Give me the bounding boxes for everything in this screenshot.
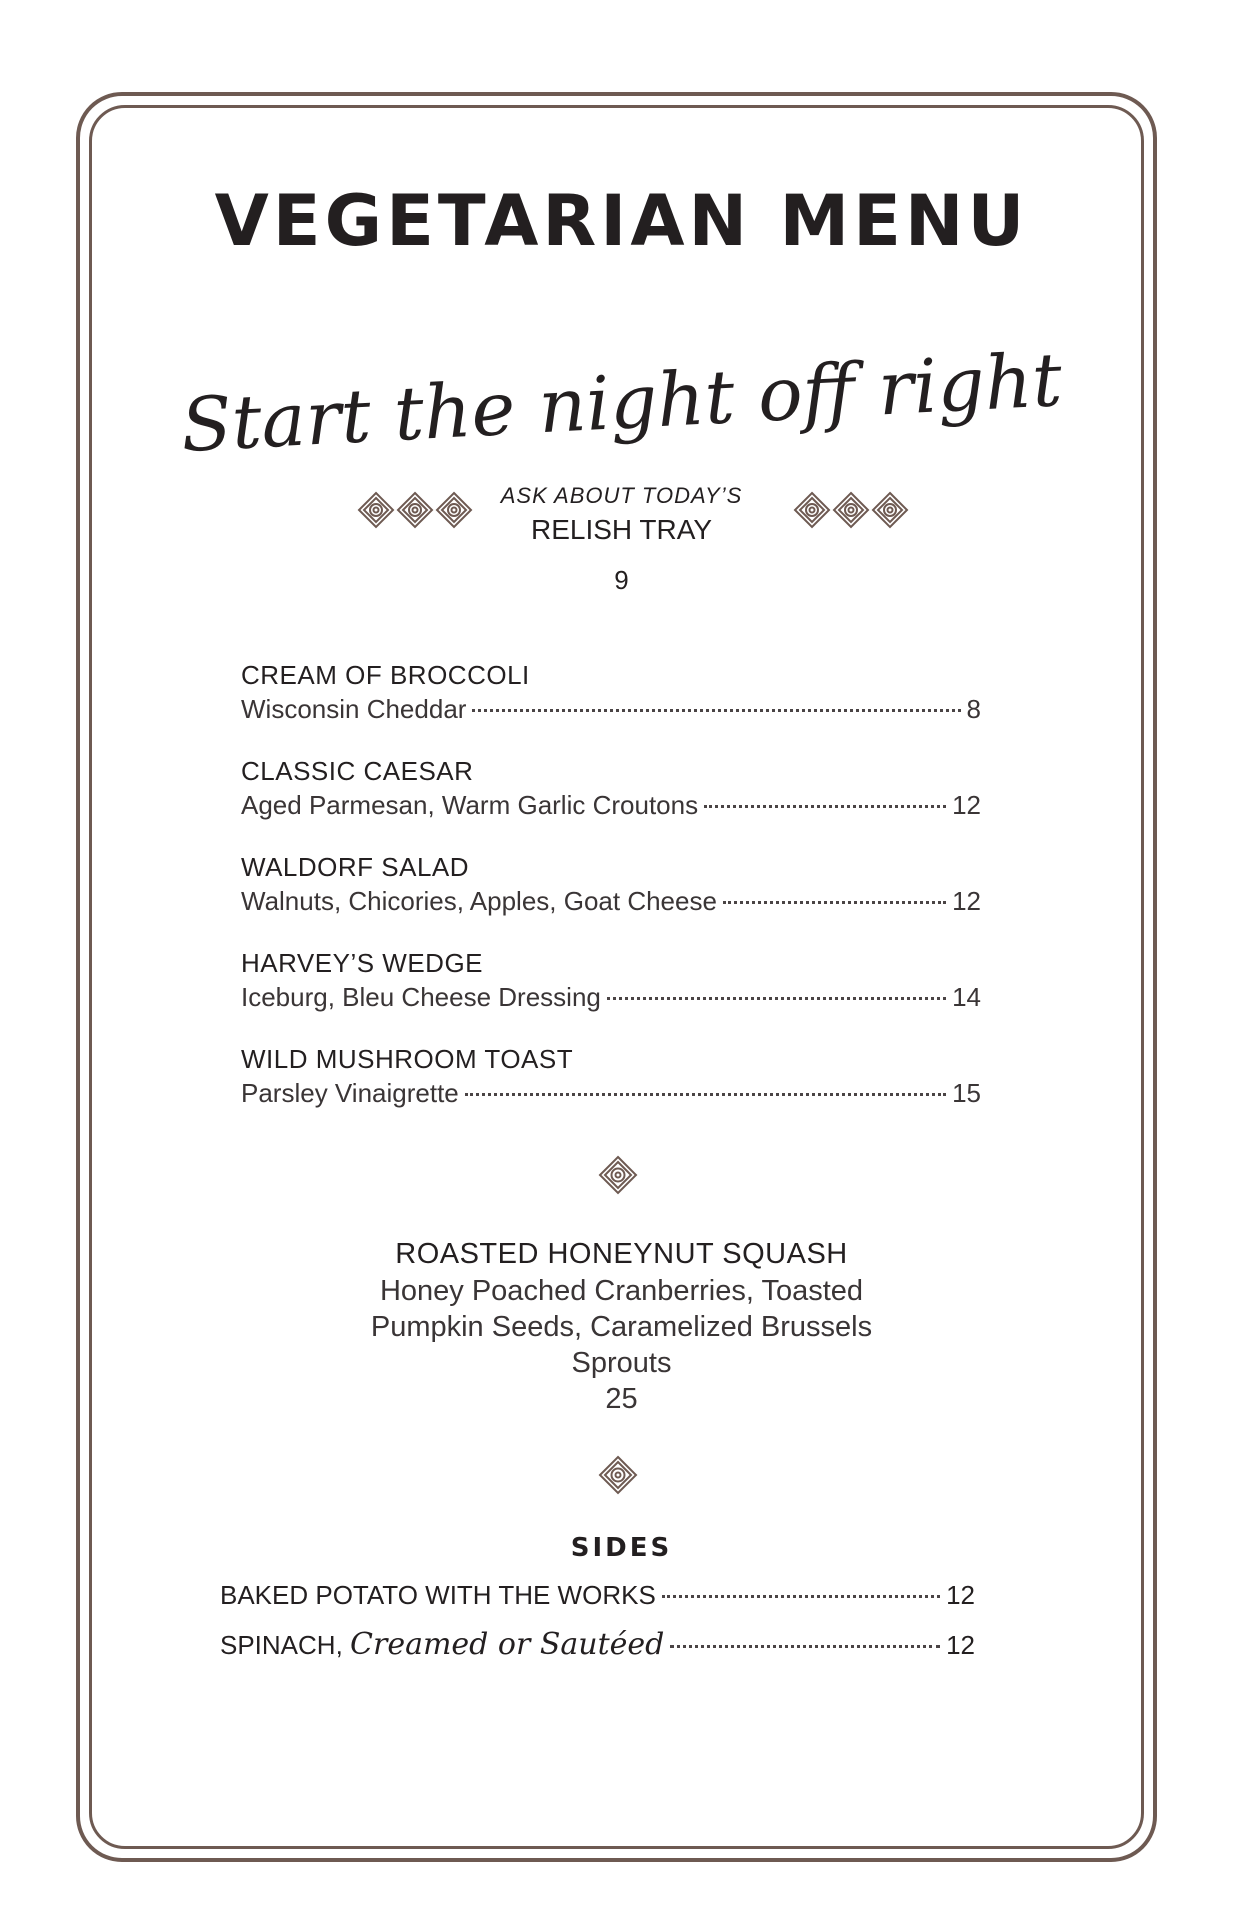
menu-title: VEGETARIAN MENU xyxy=(214,180,1029,262)
menu-item-price: 15 xyxy=(952,1078,981,1108)
feature-dish-name: ROASTED HONEYNUT SQUASH xyxy=(395,1238,848,1270)
menu-item-description: Walnuts, Chicories, Apples, Goat Cheese xyxy=(241,886,717,916)
menu-item-description: Aged Parmesan, Warm Garlic Croutons xyxy=(241,790,699,820)
side-item-name: SPINACH, xyxy=(220,1630,343,1660)
sides-heading: SIDES xyxy=(570,1533,673,1563)
feature-dish-price: 25 xyxy=(605,1383,638,1415)
dot-leader xyxy=(723,901,946,904)
menu-item xyxy=(241,946,981,1014)
menu-item-name: WALDORF SALAD xyxy=(241,852,470,882)
dot-leader xyxy=(670,1645,940,1648)
side-item xyxy=(220,1628,975,1662)
diamond-divider-icon xyxy=(598,1455,638,1495)
feature-dish-description-line: Honey Poached Cranberries, Toasted xyxy=(379,1275,864,1307)
feature-dish-description-line: Sprouts xyxy=(571,1347,672,1379)
dot-leader xyxy=(704,805,946,808)
relish-ask-label: ASK ABOUT TODAY’S xyxy=(500,483,743,508)
menu-item-name: CLASSIC CAESAR xyxy=(241,756,474,786)
menu-item-description: Iceburg, Bleu Cheese Dressing xyxy=(241,982,601,1012)
menu-item-name: CREAM OF BROCCOLI xyxy=(241,660,530,690)
dot-leader xyxy=(662,1595,940,1598)
side-item xyxy=(220,1578,975,1612)
menu-item xyxy=(241,658,981,726)
starter-items-list xyxy=(241,658,981,1138)
menu-item xyxy=(241,1042,981,1110)
dot-leader xyxy=(472,709,960,712)
relish-tray-name: RELISH TRAY xyxy=(530,514,712,545)
side-item-name: BAKED POTATO WITH THE WORKS xyxy=(220,1580,656,1610)
menu-item-price: 14 xyxy=(952,982,981,1012)
dot-leader xyxy=(465,1093,946,1096)
menu-item-name: HARVEY’S WEDGE xyxy=(241,948,484,978)
feature-dish-description-line: Pumpkin Seeds, Caramelized Brussels xyxy=(370,1311,873,1343)
menu-item xyxy=(241,754,981,822)
sides-list xyxy=(220,1578,975,1678)
menu-item-price: 12 xyxy=(952,790,981,820)
menu-item xyxy=(241,850,981,918)
menu-item-price: 12 xyxy=(952,886,981,916)
feature-dish xyxy=(320,1235,923,1417)
side-item-price: 12 xyxy=(946,1580,975,1610)
side-item-price: 12 xyxy=(946,1630,975,1660)
menu-item-description: Wisconsin Cheddar xyxy=(241,694,467,724)
menu-item-name: WILD MUSHROOM TOAST xyxy=(241,1044,574,1074)
diamond-divider-icon xyxy=(598,1155,638,1195)
relish-tray-price: 9 xyxy=(614,565,629,595)
menu-item-description: Parsley Vinaigrette xyxy=(241,1078,459,1108)
side-item-style: Creamed or Sautéed xyxy=(350,1627,665,1662)
dot-leader xyxy=(607,997,946,1000)
menu-item-price: 8 xyxy=(966,694,981,724)
menu-tagline: Start the night off right xyxy=(178,336,1065,470)
